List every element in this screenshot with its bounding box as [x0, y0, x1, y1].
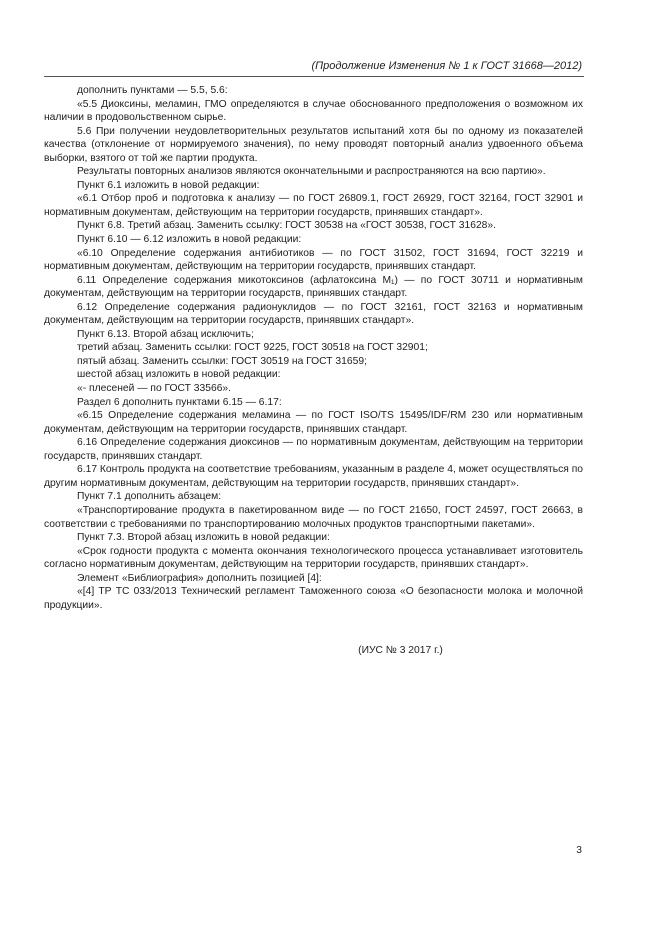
paragraph: «6.15 Определение содержания меламина — по ГОСТ ISO/TS 15495/IDF/RM 230 или нормативным документам, действующим на территории государств, принявших стандарт.	[44, 410, 583, 435]
paragraph: шестой абзац изложить в новой редакции:	[77, 369, 281, 381]
paragraph: Пункт 6.8. Третий абзац. Заменить ссылку: ГОСТ 30538 на «ГОСТ 30538, ГОСТ 31628».	[77, 220, 496, 232]
paragraph: пятый абзац. Заменить ссылки: ГОСТ 30519 на ГОСТ 31659;	[77, 355, 367, 367]
paragraph: «Срок годности продукта с момента окончания технологического процесса устанавливает изготовитель согласно нормативным документам, действующим на территории государств, принявших стандарт».	[44, 545, 583, 571]
paragraph: «6.10 Определение содержания антибиотиков — по ГОСТ 31502, ГОСТ 31694, ГОСТ 32219 и нормативным документам, действующим на территории государств, принявших стандарт.	[44, 247, 583, 273]
paragraph: 5.6 При получении неудовлетворительных результатов испытаний хотя бы по одному из показателей качества (отклонение от нормируемого значения), по нему проводят повторный анализ удвоенного объема выборки, взятого от той же партии продукта.	[44, 125, 583, 164]
paragraph: 6.16 Определение содержания диоксинов — по нормативным документам, действующим на территории государств, принявших стандарт.	[44, 437, 583, 462]
page-number: 3	[576, 845, 582, 856]
document-body	[44, 84, 583, 612]
header-rule	[44, 76, 584, 77]
paragraph: 6.17 Контроль продукта на соответствие требованиям, указанным в разделе 4, может осуществляться по другим нормативным документам, действующим на территории государств, принявших стандарт».	[44, 464, 583, 489]
paragraph: «6.1 Отбор проб и подготовка к анализу — по ГОСТ 26809.1, ГОСТ 26929, ГОСТ 32164, ГОСТ 32901 и нормативным документам, действующим на территории государств, принявших стандарт».	[44, 193, 583, 218]
paragraph: 6.11 Определение содержания микотоксинов (афлатоксина M₁) — по ГОСТ 30711 и нормативным документам, действующим на территории государств, принявших стандарт.	[44, 274, 583, 300]
paragraph: Пункт 7.1 дополнить абзацем:	[77, 491, 222, 503]
paragraph: 6.12 Определение содержания радионуклидов — по ГОСТ 32161, ГОСТ 32163 и нормативным документам, действующим на территории государств, принявших стандарт».	[44, 301, 583, 327]
paragraph: Пункт 6.10 — 6.12 изложить в новой редакции:	[77, 234, 302, 246]
paragraph: Раздел 6 дополнить пунктами 6.15 — 6.17:	[77, 396, 282, 408]
paragraph: Элемент «Библиография» дополнить позицией [4]:	[77, 572, 322, 584]
paragraph: Пункт 7.3. Второй абзац изложить в новой редакции:	[77, 532, 330, 544]
paragraph: Пункт 6.13. Второй абзац исключить;	[77, 328, 254, 340]
paragraph: «5.5 Диоксины, меламин, ГМО определяются в случае обоснованного предположения о возможном их наличии в продовольственном сырье.	[44, 98, 583, 124]
paragraph: дополнить пунктами — 5.5, 5.6:	[77, 85, 228, 96]
paragraph: Результаты повторных анализов являются окончательными и распространяются на всю партию».	[77, 166, 546, 178]
paragraph: третий абзац. Заменить ссылки: ГОСТ 9225, ГОСТ 30518 на ГОСТ 32901;	[77, 342, 428, 354]
paragraph: «[4] ТР ТС 033/2013 Технический регламент Таможенного союза «О безопасности молока и молочной продукции».	[44, 586, 583, 611]
paragraph: «- плесеней — по ГОСТ 33566».	[77, 383, 232, 395]
document-header: (Продолжение Изменения № 1 к ГОСТ 31668—2012)	[311, 60, 582, 72]
publication-note: (ИУС № 3 2017 г.)	[358, 645, 443, 656]
paragraph: «Транспортирование продукта в пакетированном виде — по ГОСТ 21650, ГОСТ 24597, ГОСТ 26663, в соответствии с требованиями по транспортированию молочных продуктов транспортными пакетами».	[44, 504, 583, 530]
paragraph: Пункт 6.1 изложить в новой редакции:	[77, 179, 260, 191]
